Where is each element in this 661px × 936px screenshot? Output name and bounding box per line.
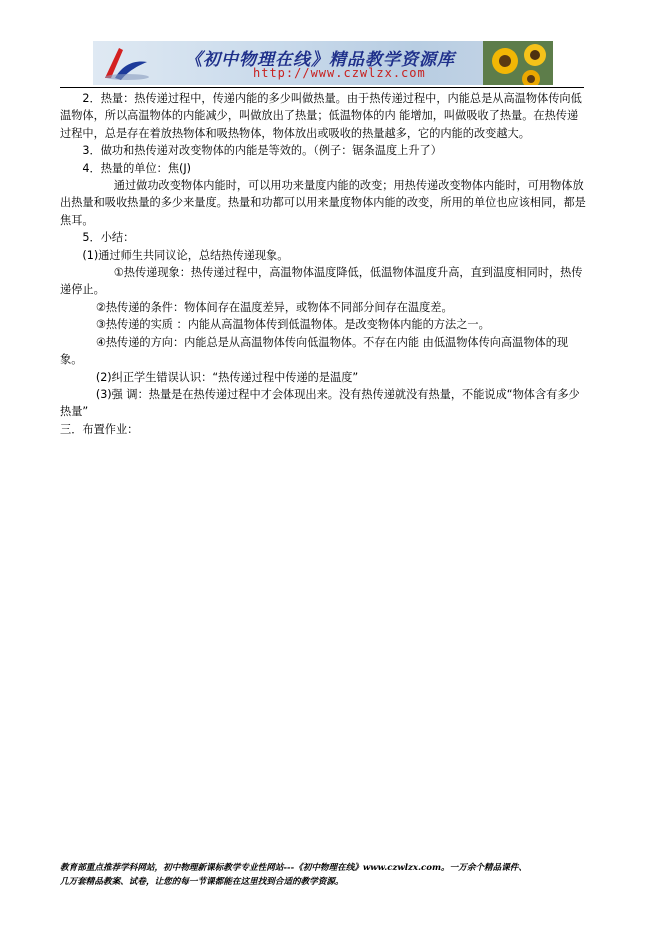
paragraph-phenomenon: ①热传递现象：热传递过程中，高温物体温度降低，低温物体温度升高，直到温度相同时，热传递停止。 bbox=[60, 266, 583, 297]
paragraph-heat: 2．热量：热传递过程中，传递内能的多少叫做热量。由于热传递过程中，内能总是从高温物体传向低温物体，所以高温物体的内能减少，叫做放出了热量；低温物体的内 能增加，叫做吸收了热量。在热传递过程中，总是存在着放热物体和吸热物体，物体放出或吸收的热量越多，它的内能的改变越大。 bbox=[60, 92, 582, 140]
page-footer bbox=[60, 861, 592, 889]
paragraph-correction: (2)纠正学生错误认识：“热传递过程中传递的是温度” bbox=[95, 370, 359, 384]
paragraph-condition: ②热传递的条件：物体间存在温度差异，或物体不同部分间存在温度差。 bbox=[95, 300, 453, 314]
footer-line-1: 教育部重点推荐学科网站，初中物理新课标教学专业性网站---《初中物理在线》www.czwlzx.com。一万余个精品课件、 bbox=[60, 863, 527, 873]
header-banner bbox=[93, 41, 553, 85]
paragraph-direction: ④热传递的方向：内能总是从高温物体传向低温物体。不存在内能 由低温物体传向高温物体的现象。 bbox=[60, 335, 569, 367]
header-divider bbox=[60, 87, 584, 88]
paragraph-measure: 通过做功改变物体内能时，可以用功来量度内能的改变；用热传递改变物体内能时，可用物体放出热量和吸收热量的多少来量度。热量和功都可以用来量度物体内能的改变，所用的单位也应该相同，都是焦耳。 bbox=[60, 179, 586, 227]
paragraph-emphasis: (3)强 调：热量是在热传递过程中才会体现出来。没有热传递就没有热量，不能说成“物体含有多少热量” bbox=[60, 387, 580, 419]
paragraph-summary-heading: 5．小结： bbox=[82, 231, 135, 245]
section-homework: 三．布置作业： bbox=[60, 422, 139, 436]
site-logo bbox=[97, 44, 153, 82]
paragraph-equivalence: 3．做功和热传递对改变物体的内能是等效的。（例子：锯条温度上升了） bbox=[82, 144, 442, 158]
footer-line-2: 几万套精品教案、试卷，让您的每一节课都能在这里找到合适的教学资源。 bbox=[60, 877, 344, 887]
sunflower-image bbox=[483, 41, 553, 85]
banner-title: 《初中物理在线》精品教学资源库 bbox=[185, 50, 455, 70]
paragraph-summary-1: (1)通过师生共同议论，总结热传递现象。 bbox=[82, 248, 289, 262]
document-body bbox=[60, 90, 588, 438]
banner-url[interactable]: http://www.czwlzx.com bbox=[253, 66, 426, 80]
paragraph-essence: ③热传递的实质 ：内能从高温物体传到低温物体。是改变物体内能的方法之一。 bbox=[95, 318, 490, 332]
paragraph-unit: 4．热量的单位：焦(J) bbox=[82, 161, 192, 175]
